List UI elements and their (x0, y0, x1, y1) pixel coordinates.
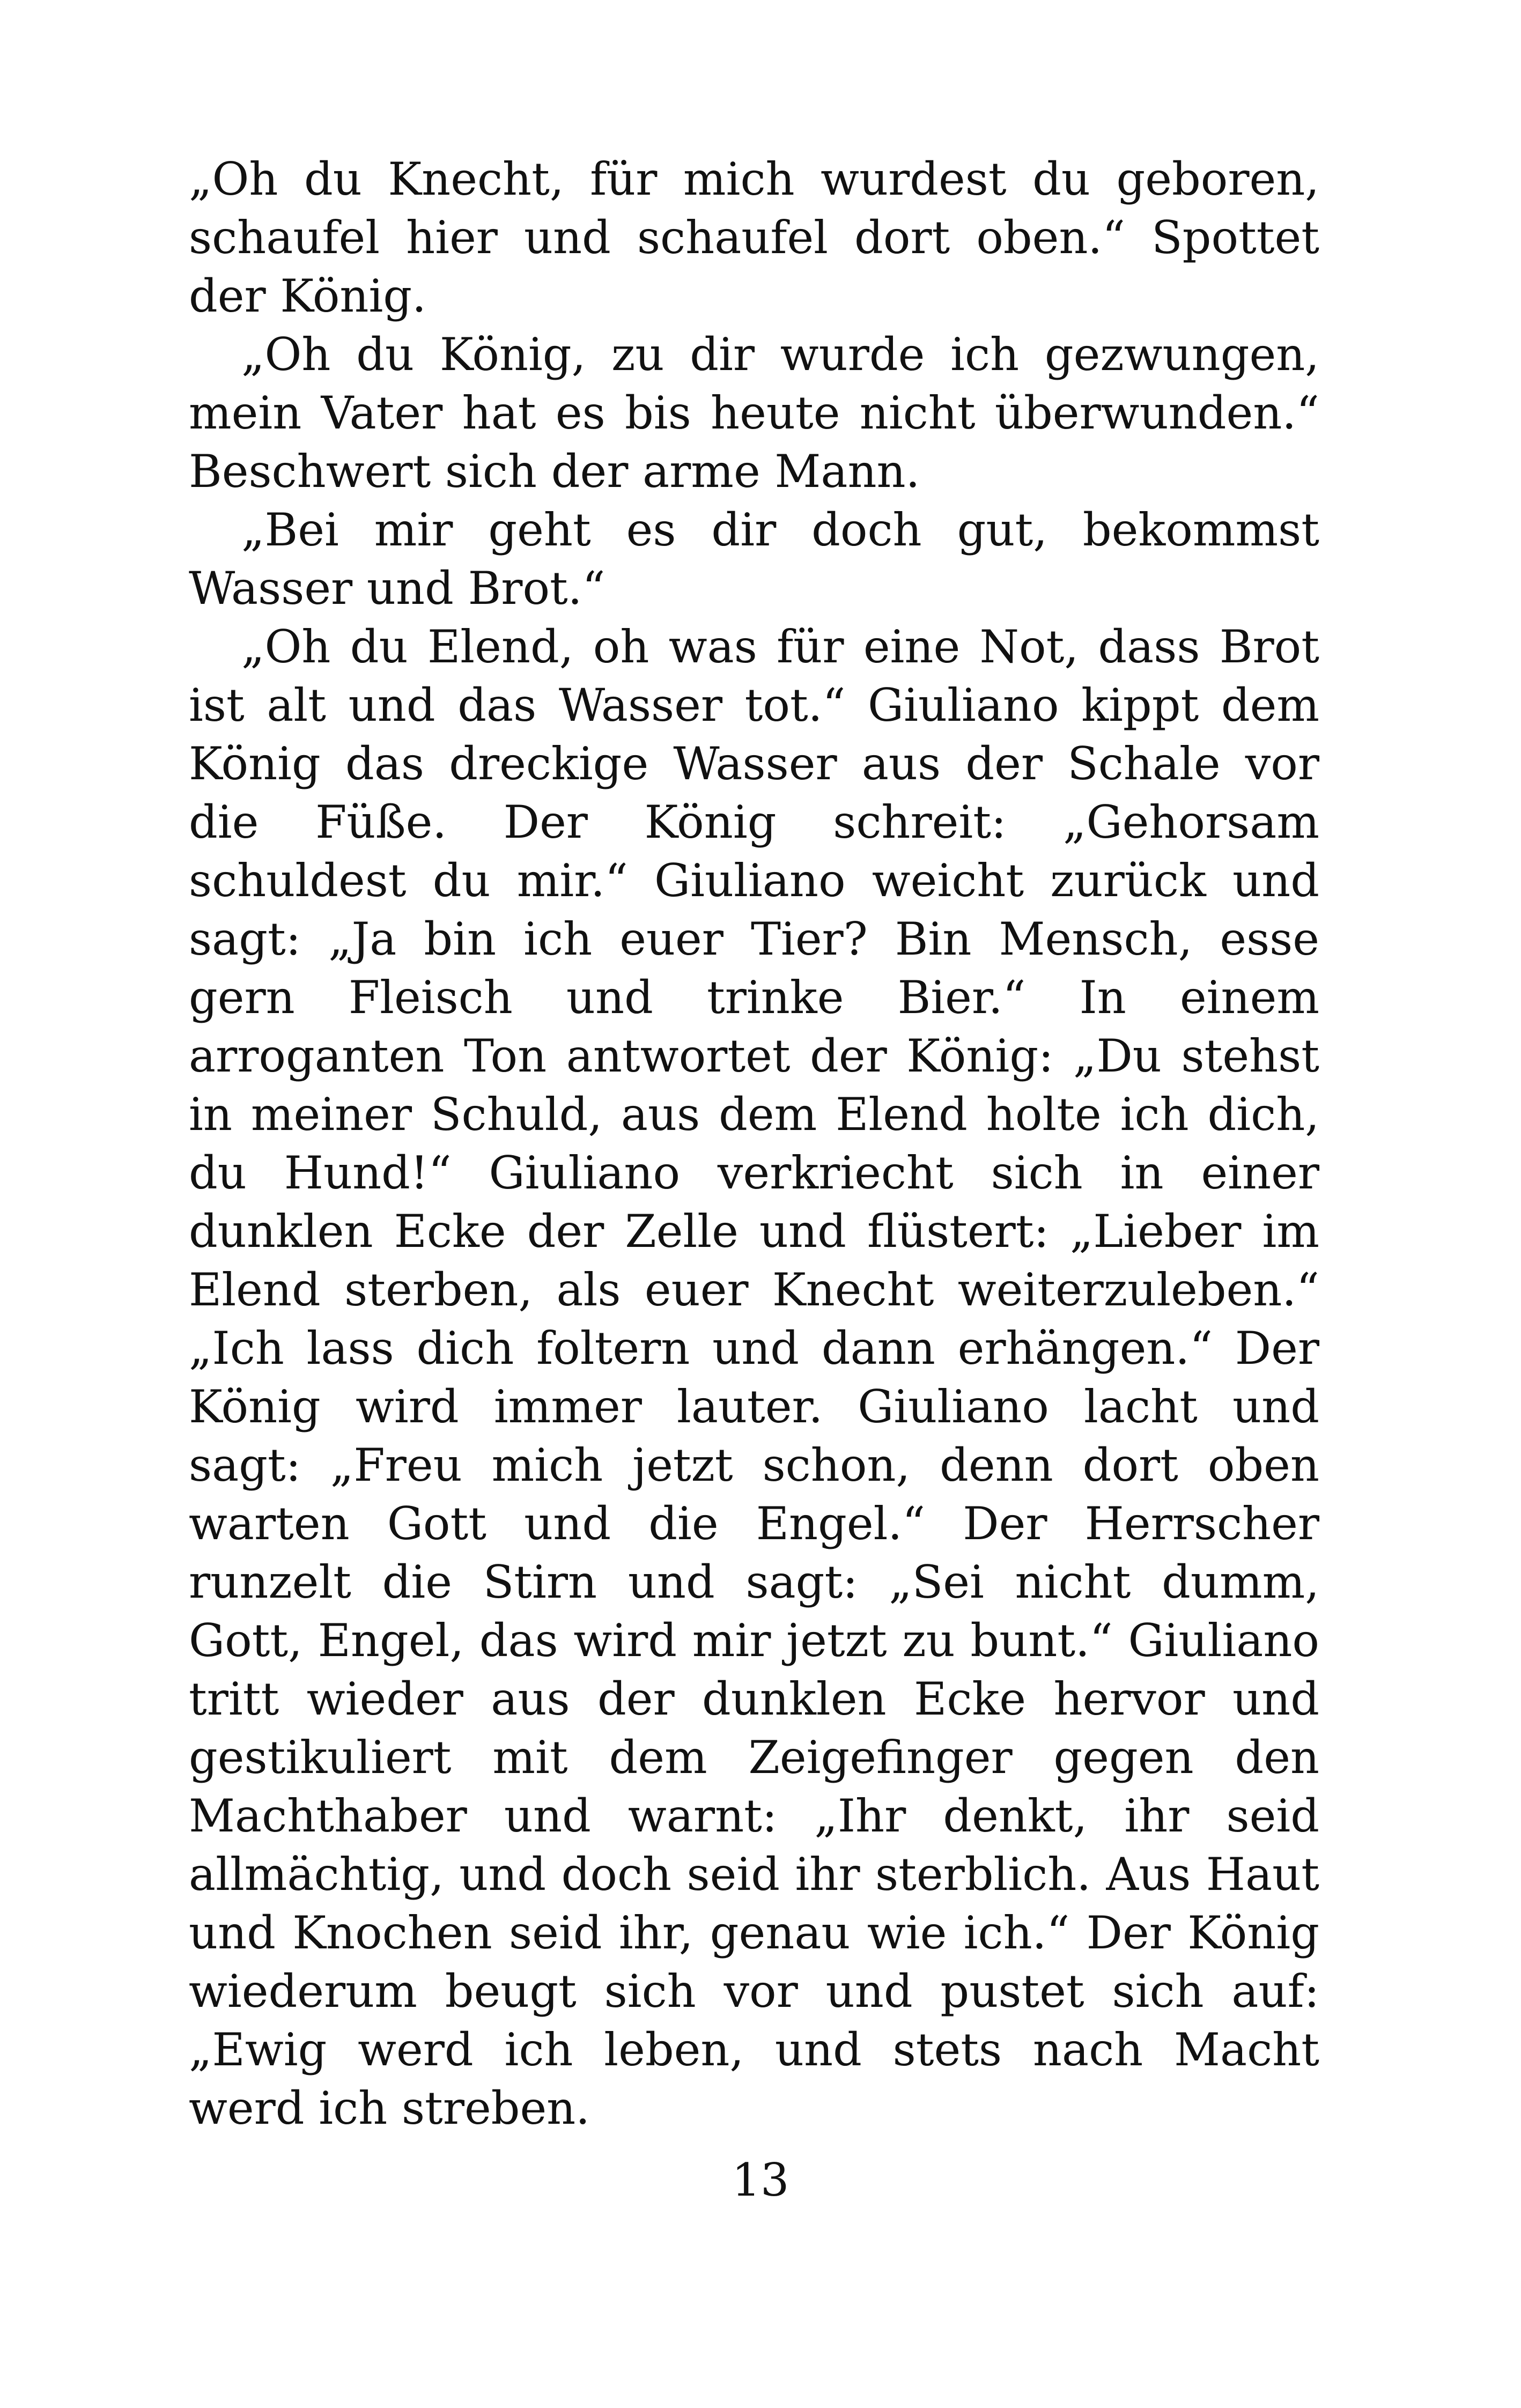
page-number: 13 (732, 2154, 789, 2206)
paragraph-1: „Oh du Knecht, für mich wurdest du geboren, schaufel hier und schaufel dort oben.“ Spottet der König. (189, 153, 1319, 322)
paragraph-2: „Oh du König, zu dir wurde ich gezwungen, mein Vater hat es bis heute nicht überwunden.“ Beschwert sich der arme Mann. (189, 328, 1319, 498)
body-text (189, 150, 1319, 2138)
paragraph-3: „Bei mir geht es dir doch gut, bekommst Wasser und Brot.“ (189, 504, 1319, 615)
paragraph-4: „Oh du Elend, oh was für eine Not, dass Brot ist alt und das Wasser tot.“ Giuliano kippt dem König das dreckige Wasser aus der Schale vor die Füße. Der König schreit: „Gehorsam schuldest du mir.“ Giuliano weicht zurück und sagt: „Ja bin ich euer Tier? Bin Mensch, esse gern Fleisch und trinke Bier.“ In einem arroganten Ton antwortet der König: „Du stehst in meiner Schuld, aus dem Elend holte ich dich, du Hund!“ Giuliano verkriecht sich in einer dunklen Ecke der Zelle und flüstert: „Lieber im Elend sterben, als euer Knecht weiterzuleben.“ „Ich lass dich foltern und dann erhängen.“ Der König wird immer lauter. Giuliano lacht und sagt: „Freu mich jetzt schon, denn dort oben warten Gott und die Engel.“ Der Herrscher runzelt die Stirn und sagt: „Sei nicht dumm, Gott, Engel, das wird mir jetzt zu bunt.“ Giuliano tritt wieder aus der dunklen Ecke hervor und gestikuliert mit dem Zeigefinger gegen den Machthaber und warnt: „Ihr denkt, ihr seid allmächtig, und doch seid ihr sterblich. Aus Haut und Knochen seid ihr, genau wie ich.“ Der König wiederum beugt sich vor und pustet sich auf: „Ewig werd ich leben, und stets nach Macht werd ich streben. (189, 621, 1319, 2134)
